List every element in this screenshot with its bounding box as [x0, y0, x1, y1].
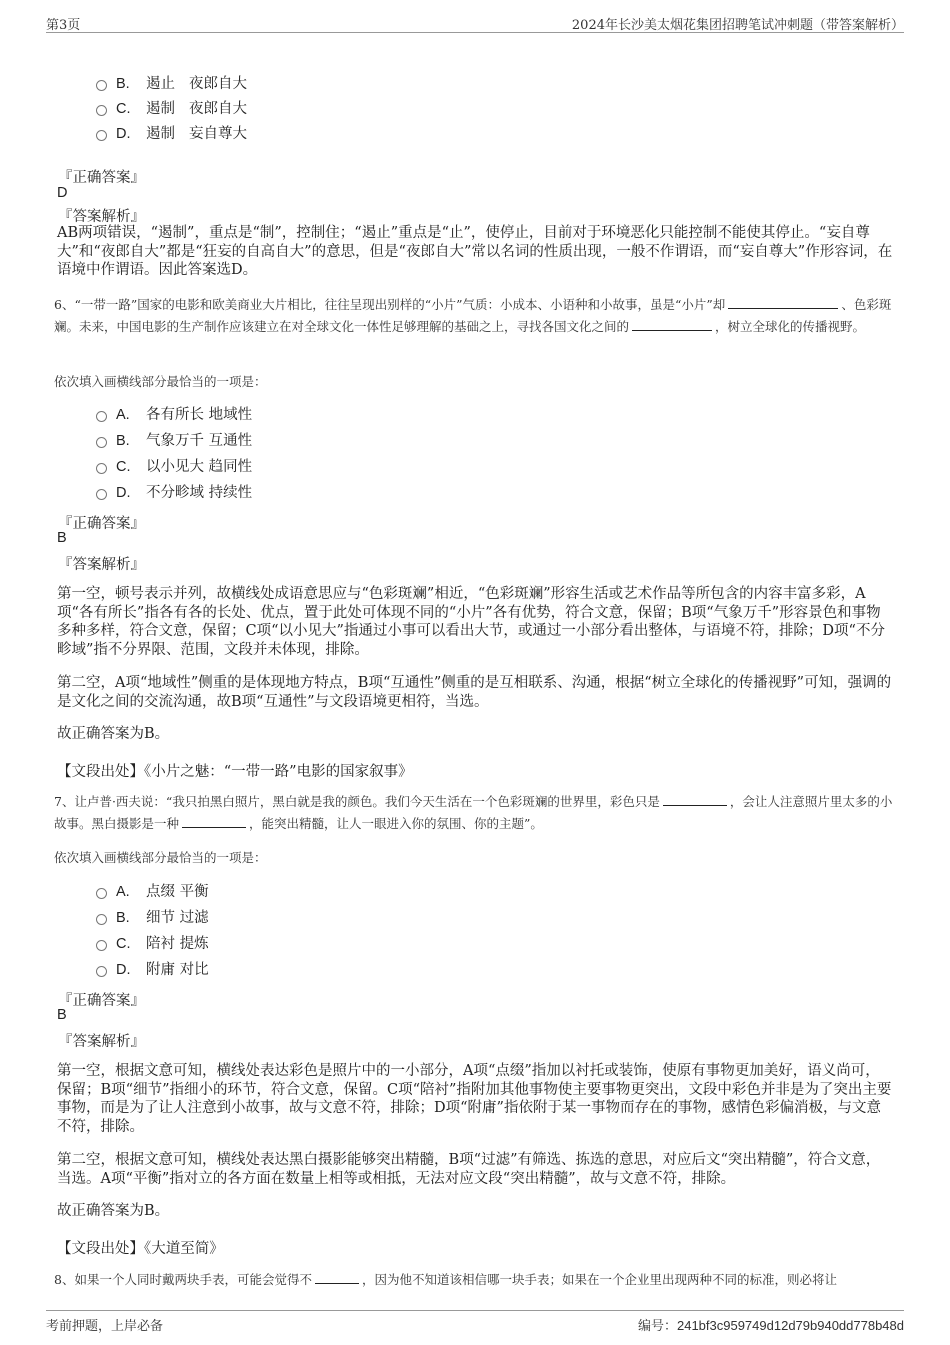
q5-option-d[interactable]: D. 遏制 妄自尊大 [96, 124, 247, 144]
q5-option-b[interactable]: B. 遏止 夜郎自大 [96, 74, 247, 94]
blank-line [632, 317, 712, 331]
radio-icon[interactable] [96, 130, 107, 141]
q7-option-d[interactable]: D. 附庸 对比 [96, 960, 209, 980]
q6-question: 6、“一带一路”国家的电影和欧美商业大片相比，往往呈现出别样的“小片”气质：小成本、小语种和小故事，虽是“小片”却 、色彩斑斓。未来，中国电影的生产制作应该建立在对全球文化一体性足够理解的基础之上，寻找各国文化之间的 ，树立全球化的传播视野。 [54, 297, 892, 334]
blank-line [315, 1270, 359, 1284]
blank-line [182, 814, 246, 828]
q7-question: 7、让卢普·西夫说：“我只拍黑白照片，黑白就是我的颜色。我们今天生活在一个色彩斑斓的世界里，彩色只是 ，会让人注意照片里太多的小故事。黑白摄影是一种 ，能突出精髓，让人一眼进入你的氛围、你的主题”。 [54, 794, 893, 831]
q6-instruction: 依次填入画横线部分最恰当的一项是： [54, 374, 267, 389]
q6-option-a[interactable]: A. 各有所长 地域性 [96, 405, 252, 425]
q6-analysis-p1: 第一空，顿号表示并列，故横线处成语意思应与“色彩斑斓”相近，“色彩斑斓”形容生活或艺术作品等所包含的内容丰富多彩，A项“各有所长”指各有各的长处、优点，置于此处可体现不同的“小片”各有优势，符合文意，保留；B项“气象万千”形容景色和事物多种多样，符合文意，保留；C项“以小见大”指通过小事可以看出大节，或通过一小部分看出整体，与语境不符，排除；D项“不分畛域”指不分界限、范围，文段并未体现，排除。 [57, 586, 885, 658]
radio-icon[interactable] [96, 888, 107, 899]
q6-conclusion: 故正确答案为B。 [57, 726, 170, 742]
q7-source: 【文段出处】《大道至简》 [57, 1241, 224, 1257]
radio-icon[interactable] [96, 105, 107, 116]
radio-icon[interactable] [96, 489, 107, 500]
q5-option-c[interactable]: C. 遏制 夜郎自大 [96, 99, 247, 119]
blank-line [728, 295, 838, 309]
document-code: 编号：241bf3c959749d12d79b940dd778b48d [637, 1318, 904, 1334]
q6-analysis-label: 『答案解析』 [58, 557, 145, 573]
q7-analysis-p2: 第二空，根据文意可知，横线处表达黑白摄影能够突出精髓，B项“过滤”有筛选、拣选的意思，对应后文“突出精髓”，符合文意，当选。A项“平衡”指对立的各方面在数量上相等或相抵，无法对应文段“突出精髓”，故与文意不符，排除。 [57, 1152, 881, 1187]
q6-answer-label: 『正确答案』 [58, 516, 145, 532]
q7-instruction: 依次填入画横线部分最恰当的一项是： [54, 850, 267, 865]
document-title: 2024年长沙美太烟花集团招聘笔试冲刺题（带答案解析） [571, 18, 904, 33]
q6-analysis-p2: 第二空，A项“地域性”侧重的是体现地方特点，B项“互通性”侧重的是互相联系、沟通，根据“树立全球化的传播视野”可知，强调的是文化之间的交流沟通，故B项“互通性”与文段语境更相符，当选。 [57, 675, 892, 710]
q7-option-a[interactable]: A. 点缀 平衡 [96, 882, 209, 902]
radio-icon[interactable] [96, 940, 107, 951]
page-number: 第3页 [46, 18, 81, 33]
footer-slogan: 考前押题，上岸必备 [46, 1319, 164, 1334]
q6-option-c[interactable]: C. 以小见大 趋同性 [96, 457, 252, 477]
radio-icon[interactable] [96, 914, 107, 925]
radio-icon[interactable] [96, 80, 107, 91]
q7-answer-label: 『正确答案』 [58, 993, 145, 1009]
q5-answer: D [57, 185, 68, 201]
q7-conclusion: 故正确答案为B。 [57, 1203, 170, 1219]
q6-answer: B [57, 530, 67, 546]
q7-answer: B [57, 1007, 67, 1023]
q5-analysis-label: 『答案解析』 [58, 209, 145, 225]
radio-icon[interactable] [96, 966, 107, 977]
q7-analysis-p1: 第一空，根据文意可知，横线处表达彩色是照片中的一小部分，A项“点缀”指加以衬托或装饰，使原有事物更加美好，语义尚可，保留；B项“细节”指细小的环节，符合文意，保留。C项“陪衬”指附加其他事物使主要事物更突出，文段中彩色并非是为了突出主要事物，而是为了让人注意到小故事，故与文意不符，排除；D项“附庸”指依附于某一事物而存在的事物，感情色彩偏消极，与文意不符，排除。 [57, 1063, 892, 1135]
q6-source: 【文段出处】《小片之魅：“一带一路”电影的国家叙事》 [57, 764, 413, 780]
radio-icon[interactable] [96, 437, 107, 448]
radio-icon[interactable] [96, 411, 107, 422]
page-header [46, 12, 904, 33]
q8-question: 8、如果一个人同时戴两块手表，可能会觉得不 ，因为他不知道该相信哪一块手表；如果在一个企业里出现两种不同的标准，则必将让 [54, 1272, 837, 1287]
radio-icon[interactable] [96, 463, 107, 474]
q7-option-c[interactable]: C. 陪衬 提炼 [96, 934, 209, 954]
q7-option-b[interactable]: B. 细节 过滤 [96, 908, 209, 928]
page-footer [46, 1310, 904, 1335]
q5-analysis: AB两项错误，“遏制”，重点是“制”，控制住；“遏止”重点是“止”，使停止，目前对于环境恶化只能控制不能使其停止。“妄自尊大”和“夜郎自大”都是“狂妄的自高自大”的意思，但是“夜郎自大”常以名词的性质出现，一般不作谓语，而“妄自尊大”作形容词，在语境中作谓语。因此答案选D。 [57, 225, 893, 278]
q6-option-b[interactable]: B. 气象万千 互通性 [96, 431, 252, 451]
q6-option-d[interactable]: D. 不分畛域 持续性 [96, 483, 252, 503]
blank-line [663, 792, 727, 806]
q7-analysis-label: 『答案解析』 [58, 1034, 145, 1050]
q5-answer-label: 『正确答案』 [58, 170, 145, 186]
